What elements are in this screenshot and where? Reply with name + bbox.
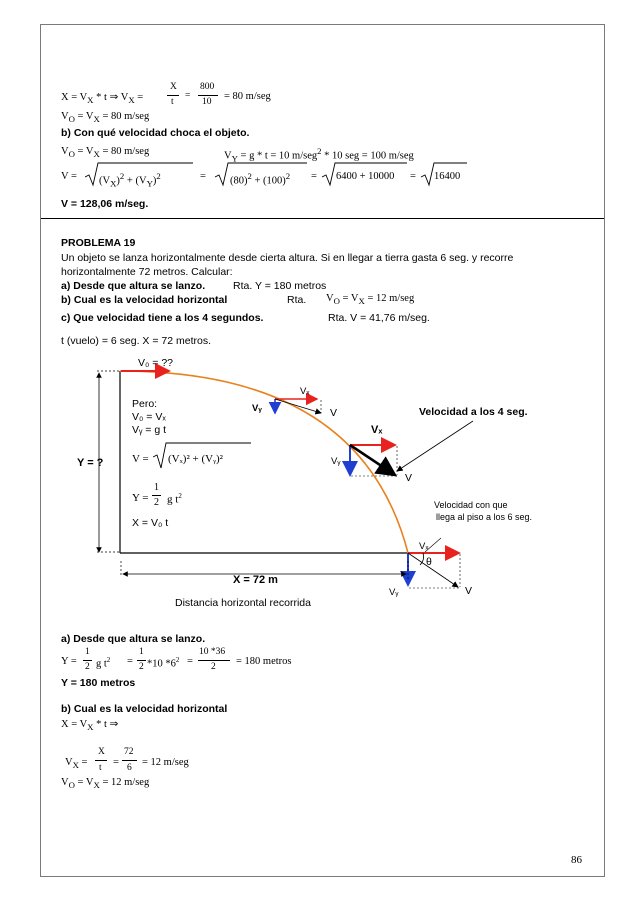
solution-a-lhs: Y = <box>61 656 77 667</box>
radicand-80-100: $(80)^2 + (100)^2$ <box>230 171 291 187</box>
equals-sign: = <box>311 171 317 182</box>
formula-v-radicand: (Vₓ)² + (Vᵧ)² <box>168 453 223 465</box>
projectile-diagram <box>41 25 604 645</box>
fraction-denominator: t <box>99 763 102 773</box>
pointer-4s <box>397 421 473 471</box>
solution-b-eq2-lhs: $V_X$ = <box>65 757 88 771</box>
fraction-numerator: X <box>170 82 177 92</box>
solution-b-eq2-result: = 12 m/seg <box>142 757 189 768</box>
document-page <box>40 24 605 877</box>
fraction-denominator: 2 <box>139 662 144 672</box>
equals-sign: = <box>200 171 206 182</box>
formula-vy-gt: Vᵧ = g t <box>132 424 167 436</box>
solution-b-eq1: $X = V_X * t$ ⇒ <box>61 719 119 733</box>
equals-sign: = <box>127 656 133 667</box>
fraction-bar <box>83 660 92 661</box>
formula-y-lhs: Y = <box>132 492 149 504</box>
fraction-denominator: t <box>171 97 174 107</box>
fraction-denominator: 2 <box>211 662 216 672</box>
label-v-6s: V <box>465 585 473 597</box>
label-velocity-4s: Velocidad a los 4 seg. <box>419 406 528 418</box>
fraction-numerator: 800 <box>200 82 215 92</box>
equals-sign: = <box>410 171 416 182</box>
fraction-numerator: 1 <box>85 647 90 657</box>
fraction-bar <box>95 760 107 761</box>
label-distance: X = 72 m <box>233 574 278 586</box>
label-height: Y = ? <box>77 457 104 469</box>
result-velocity: V = 128,06 m/seg. <box>61 198 149 210</box>
label-theta: θ <box>426 556 432 568</box>
solution-b-heading: b) Cual es la velocidad horizontal <box>61 703 228 715</box>
equals-sign: = <box>185 91 191 101</box>
fraction-bar <box>137 660 146 661</box>
v-arrow-4s <box>350 445 395 475</box>
equation-result: = 80 m/seg <box>224 91 271 102</box>
label-velocity-6s-line-1: Velocidad con que <box>434 500 508 510</box>
radicand-vx-vy: $(V_X)^2 + (V_Y)^2$ <box>99 171 161 189</box>
answer-c: Rta. V = 41,76 m/seg. <box>328 312 430 324</box>
equals-sign: = <box>113 757 119 768</box>
given-data: t (vuelo) = 6 seg. X = 72 metros. <box>61 335 211 347</box>
answer-b-equation: $V_O = V_X = 12$ m/seg <box>326 293 415 307</box>
label-vx-4s: Vₓ <box>371 424 383 436</box>
fraction-denominator: 6 <box>127 763 132 773</box>
equation-vy: $V_Y = g * t = 10$ m/seg$^2$ * 10 seg = 100 m/seg <box>224 146 414 164</box>
equation-v-lhs: V = <box>61 171 77 182</box>
label-v0: V₀ = ?? <box>138 357 174 369</box>
v-arrow-small <box>275 399 321 413</box>
label-vy-4s: Vᵧ <box>331 456 341 467</box>
fraction-bar <box>122 760 137 761</box>
question-b: b) Cual es la velocidad horizontal <box>61 294 228 306</box>
fraction-numerator: 10 *36 <box>199 647 226 657</box>
label-v-small: V <box>330 407 338 419</box>
equation-x-vx-t: $X = V_X * t$ ⇒ $V_X$ = <box>61 92 144 106</box>
label-vy-small: Vᵧ <box>252 403 262 414</box>
formula-v0-vx: V₀ = Vₓ <box>132 411 166 423</box>
label-vy-6s: Vᵧ <box>389 587 399 598</box>
label-vx-small: Vₓ <box>300 386 310 397</box>
question-b-heading: b) Con qué velocidad choca el objeto. <box>61 127 250 139</box>
fraction-bar <box>198 660 230 661</box>
problem-text-line-1: Un objeto se lanza horizontalmente desde cierta altura. Si en llegar a tierra gasta 6 seg. y recorre <box>61 252 514 264</box>
solution-a-heading: a) Desde que altura se lanzo. <box>61 633 206 645</box>
fraction-denominator: 10 <box>202 97 212 107</box>
radicand-sum: 6400 + 10000 <box>336 171 395 182</box>
fraction-numerator: 72 <box>124 747 134 757</box>
label-velocity-6s-line-2: llega al piso a los 6 seg. <box>436 512 533 522</box>
v-arrow-6s <box>408 553 458 587</box>
label-vx-6s: Vₓ <box>419 541 429 552</box>
solution-a-gt2: g $t^2$ <box>96 656 111 670</box>
fraction-denominator: 2 <box>154 497 159 508</box>
formula-y-rest: g $t^2$ <box>167 492 182 506</box>
answer-b-label: Rta. <box>287 294 307 306</box>
problem-text-line-2: horizontalmente 72 metros. Calcular: <box>61 266 233 278</box>
question-a: a) Desde que altura se lanzo. <box>61 280 206 292</box>
fraction-denominator: 2 <box>85 662 90 672</box>
label-v-4s: V <box>405 472 413 484</box>
question-c: c) Que velocidad tiene a los 4 segundos. <box>61 312 264 324</box>
solution-b-eq3: $V_O = V_X = 12$ m/seg <box>61 777 150 791</box>
formula-v-lhs: V = <box>132 453 149 465</box>
solution-a-result-inline: = 180 metros <box>236 656 292 667</box>
fraction-bar <box>152 495 161 496</box>
solution-a-product: *10 $*6^2$ <box>147 656 180 670</box>
answer-a: Rta. Y = 180 metros <box>233 280 327 292</box>
page-number: 86 <box>571 854 582 866</box>
solution-a-result: Y = 180 metros <box>61 677 136 689</box>
fraction-numerator: 1 <box>154 482 159 493</box>
formula-x-v0t: X = V₀ t <box>132 517 169 529</box>
radicand-total: 16400 <box>434 171 461 182</box>
fraction-numerator: 1 <box>139 647 144 657</box>
equals-sign: = <box>187 656 193 667</box>
fraction-numerator: X <box>98 747 105 757</box>
problem-title: PROBLEMA 19 <box>61 237 136 249</box>
label-pero: Pero: <box>132 398 158 410</box>
equation-vo-vx: $V_O = V_X = 80$ m/seg <box>61 146 150 160</box>
caption-distance: Distancia horizontal recorrida <box>175 597 311 609</box>
equation-vo: $V_O = V_X = 80$ m/seg <box>61 111 150 125</box>
